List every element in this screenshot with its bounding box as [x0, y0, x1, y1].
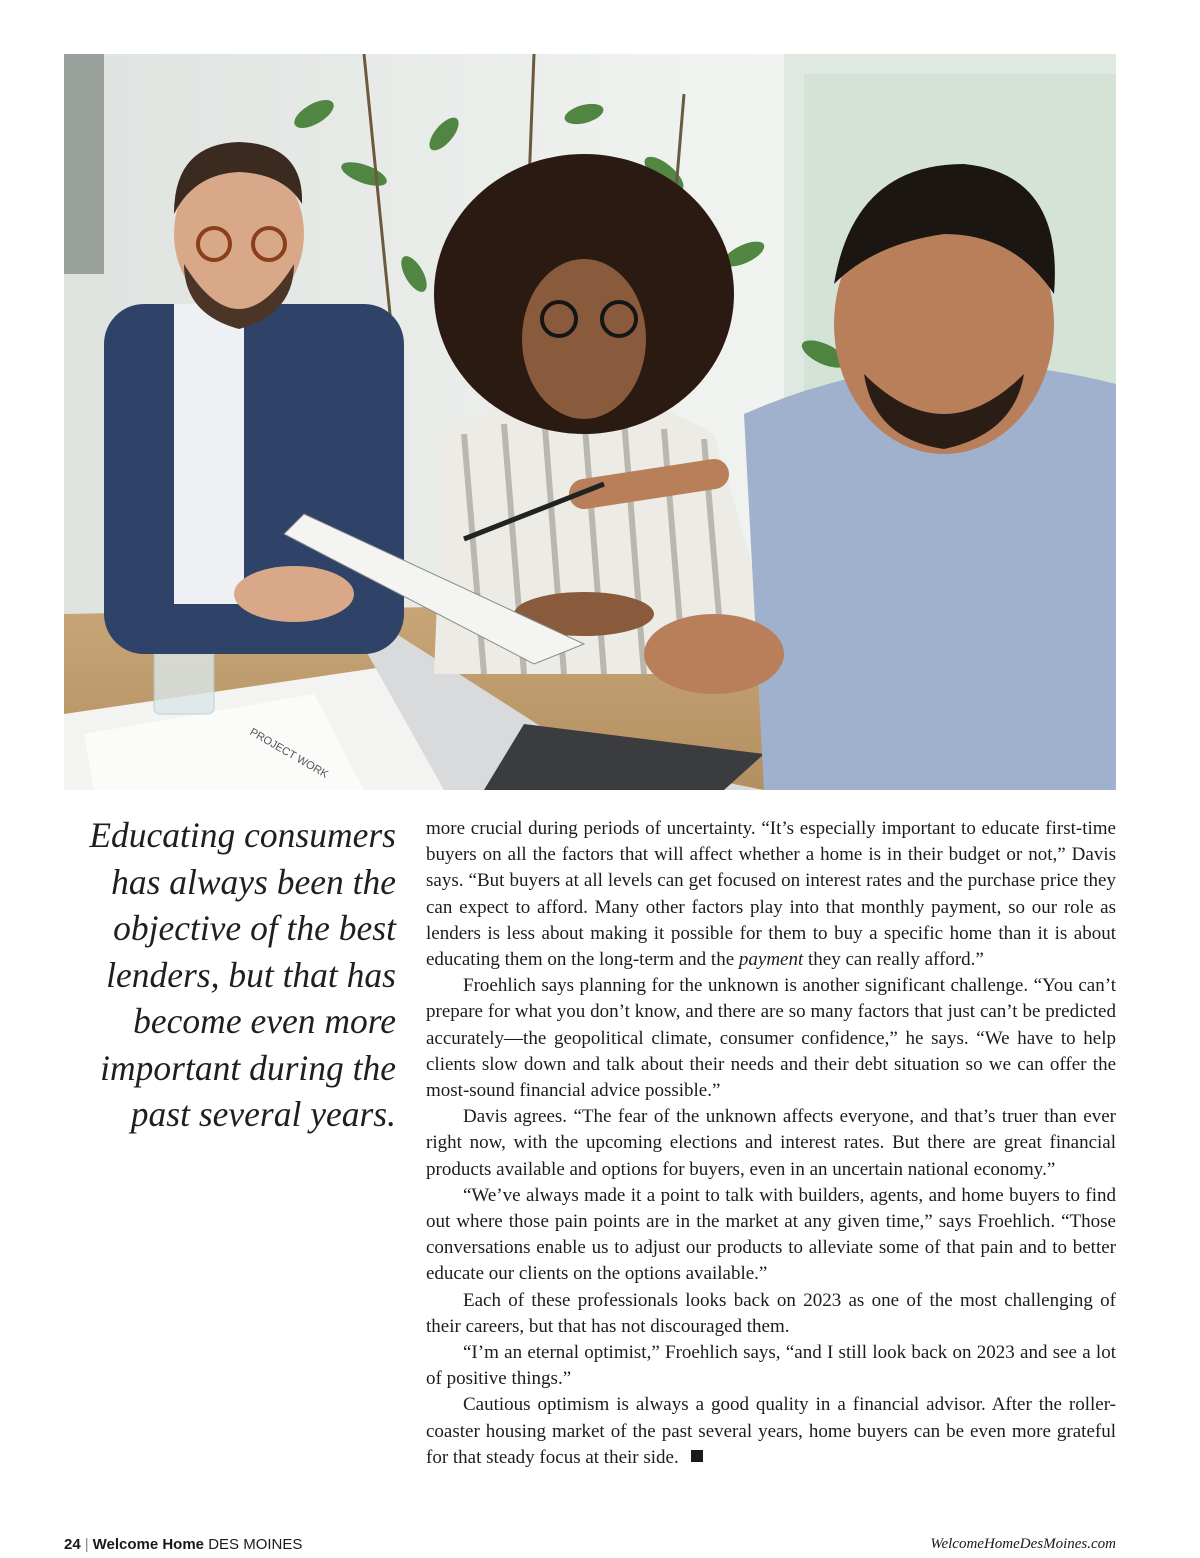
article-paragraph: “We’ve always made it a point to talk with builders, agents, and home buyers to find out where those pain points are in the market at any given time,” says Froehlich. “Those conversations enable us to adjust our products to alleviate some of that pain and to better educate our clients on the options available.” [426, 1184, 1116, 1285]
article-paragraph: “I’m an eternal optimist,” Froehlich says, “and I still look back on 2023 and see a lot of positive things.” [426, 1342, 1116, 1390]
pull-quote-line: past several years. [130, 1094, 396, 1134]
pull-quote [64, 812, 396, 1138]
pull-quote-line: objective of the best [113, 908, 396, 948]
end-square-icon [691, 1450, 703, 1462]
article-photo [64, 54, 1116, 790]
page-footer-folio [64, 1536, 302, 1553]
pull-quote-line: important during the [100, 1047, 396, 1088]
article-paragraph: Each of these professionals looks back on 2023 as one of the most challenging of their careers, but that has not discouraged them. [426, 1289, 1116, 1337]
article-body [426, 816, 1116, 1471]
pull-quote-line: lenders, but that has [106, 954, 396, 995]
website-link[interactable]: WelcomeHomeDesMoines.com [930, 1536, 1116, 1552]
article-paragraph: Cautious optimism is always a good quality in a financial advisor. After the roller-coaster housing market of the past several years, home buyers can be even more grateful for that steady focus at their side. [426, 1394, 1116, 1468]
meeting-photo-illustration [64, 54, 1116, 790]
pull-quote-line: become even more [133, 1001, 396, 1041]
footer-separator: | [84, 1536, 89, 1553]
article-paragraph: Froehlich says planning for the unknown is another significant challenge. “You can’t prepare for what you don’t know, and there are so many factors that just can’t be predicted accurately—the geopolitical climate, consumer confidence,” he says. “We have to help clients slow down and talk about their needs and their debt situation so we can offer the most-sound financial advice possible.” [426, 975, 1116, 1102]
pull-quote-line: Educating consumers [89, 815, 396, 855]
emphasis-payment: payment [738, 949, 804, 971]
article-paragraph: more crucial during periods of uncertainty. “It’s especially important to educate first-time buyers on all the factors that will affect whether a home is in their budget or not,” Davis says. “But buyers at all levels can get focused on interest rates and the purchase price they can expect to afford. Many other factors play into that monthly payment, so our role as lenders is less about making it possible for them to buy a specific home than it is about educating them on the long-term and the payment they can really afford.” [426, 818, 1116, 971]
page-number: 24 [64, 1536, 81, 1553]
svg-text:PROJECT WORK: PROJECT WORK [247, 726, 331, 781]
article-paragraph: Davis agrees. “The fear of the unknown affects everyone, and that’s truer than ever right now, with the upcoming elections and interest rates. But there are great financial products available and options for buyers, even in an uncertain national economy.” [426, 1106, 1116, 1180]
pull-quote-line: has always been the [111, 861, 396, 902]
magazine-city: DES MOINES [208, 1536, 303, 1553]
magazine-brand: Welcome Home [92, 1536, 205, 1553]
